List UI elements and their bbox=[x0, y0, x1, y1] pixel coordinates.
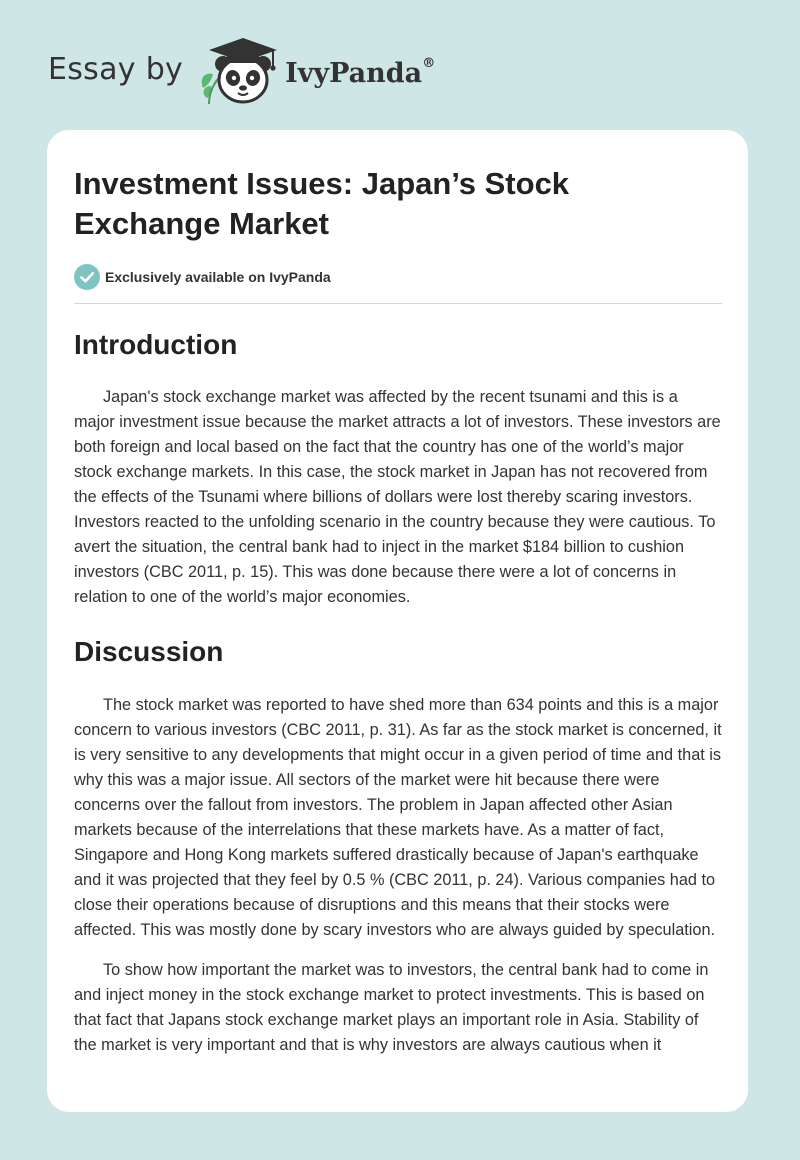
paragraph: To show how important the market was to investors, the central bank had to come in and inject money in the stock exchange market to protect investments. This is based on that fact that Japans stock exchange market plays an important role in Asia. Stability of the market is very important and that is why investors are always cautious when it bbox=[74, 961, 709, 1054]
section-heading-introduction: Introduction bbox=[74, 329, 238, 360]
section-introduction bbox=[74, 328, 722, 610]
article-card bbox=[47, 130, 748, 1112]
exclusive-badge-text: Exclusively available on IvyPanda bbox=[105, 269, 331, 285]
panda-graduate-icon bbox=[197, 34, 281, 110]
exclusive-badge bbox=[74, 264, 722, 290]
brand-prefix: Essay by bbox=[48, 51, 184, 87]
article-title: Investment Issues: Japan’s Stock Exchange Market bbox=[74, 166, 570, 241]
section-discussion bbox=[74, 635, 722, 1058]
registered-mark: ® bbox=[422, 55, 436, 71]
paragraph: Japan's stock exchange market was affected by the recent tsunami and this is a major investment issue because the market attracts a lot of investors. These investors are both foreign and local based on the fact that the country has one of the world’s major stock exchange markets. In this case, the stock market in Japan has not recovered from the effects of the Tsunami where billions of dollars were lost thereby scaring investors. Investors reacted to the unfolding scenario in the country because they were cautious. To avert the situation, the central bank had to inject in the market $184 billion to cushion investors (CBC 2011, p. 15). This was done because there were a lot of concerns in relation to one of the world’s major economies. bbox=[74, 388, 721, 606]
check-icon bbox=[74, 264, 100, 290]
brand-header[interactable] bbox=[48, 34, 435, 110]
brand-name: IvyPanda® bbox=[285, 55, 436, 89]
section-heading-discussion: Discussion bbox=[74, 636, 224, 667]
paragraph: The stock market was reported to have shed more than 634 points and this is a major concern to various investors (CBC 2011, p. 31). As far as the stock market is concerned, it is very sensitive to any developments that might occur in a given period of time and that is why this was a major issue. All sectors of the market were hit because there were concerns over the fallout from investors. The problem in Japan affected other Asian markets because of the interrelations that these markets have. As a matter of fact, Singapore and Hong Kong markets suffered drastically because of Japan's earthquake and it was projected that they feel by 0.5 % (CBC 2011, p. 24). Various companies had to close their operations because of disruptions and this means that their stocks were affected. This was mostly done by scary investors who are always guided by speculation. bbox=[74, 696, 722, 939]
title-divider bbox=[74, 303, 722, 304]
